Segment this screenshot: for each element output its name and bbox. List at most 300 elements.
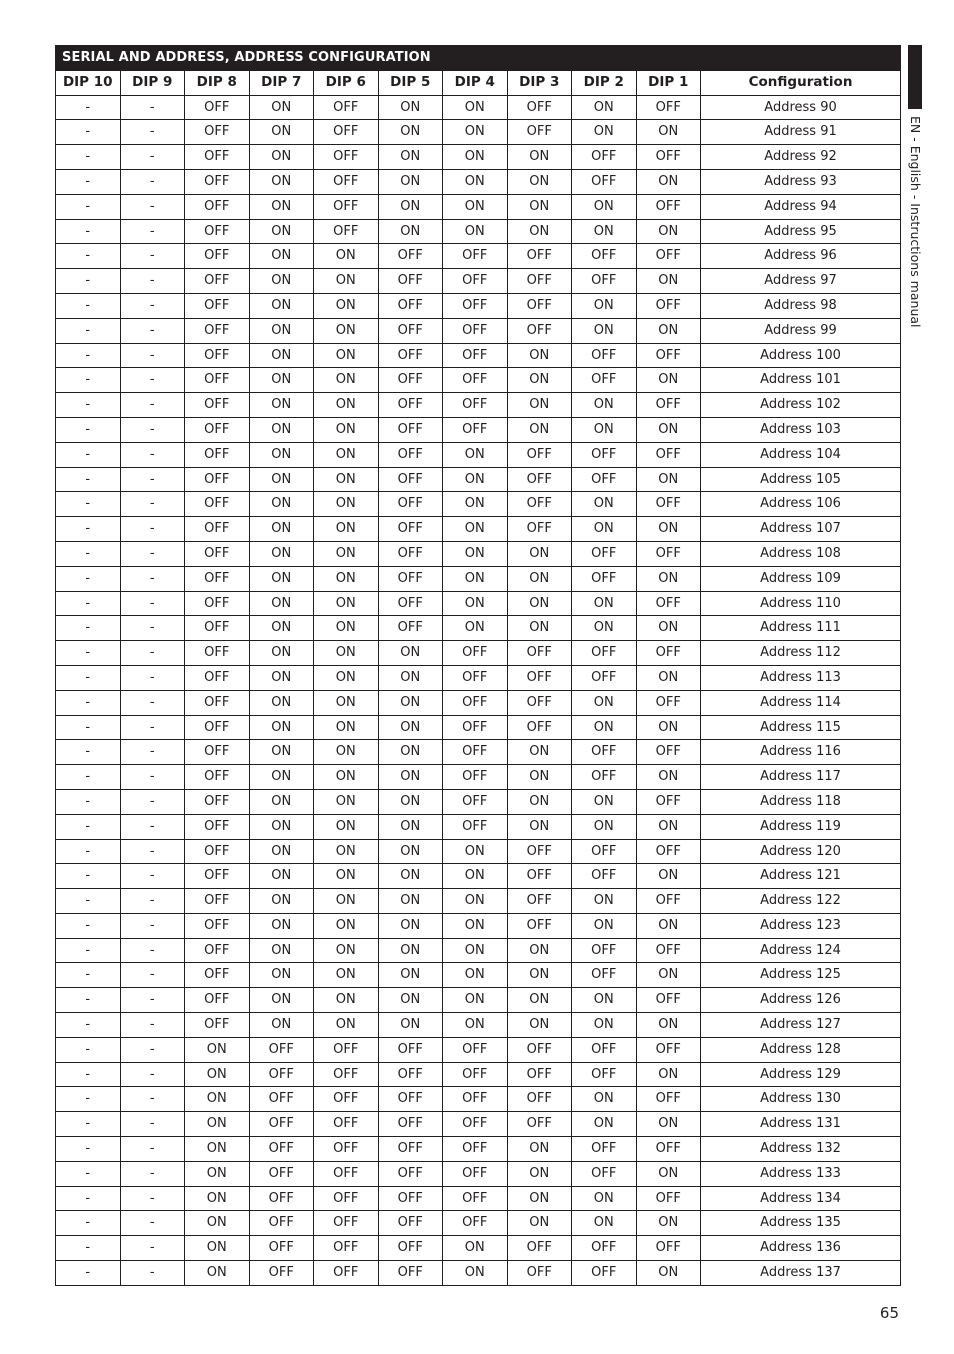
- configuration-cell: Address 127: [701, 1013, 901, 1038]
- dip-switch-cell: -: [56, 1236, 121, 1261]
- configuration-cell: Address 131: [701, 1112, 901, 1137]
- table-row: [56, 169, 901, 194]
- dip-switch-cell: -: [56, 789, 121, 814]
- table-title: SERIAL AND ADDRESS, ADDRESS CONFIGURATION: [56, 46, 901, 71]
- dip-switch-cell: ON: [636, 715, 701, 740]
- table-row: [56, 368, 901, 393]
- table-row: [56, 95, 901, 120]
- dip-switch-cell: -: [120, 517, 185, 542]
- section-tab-marker: [908, 45, 922, 109]
- table-row: [56, 492, 901, 517]
- table-row: [56, 1062, 901, 1087]
- dip-switch-cell: ON: [572, 591, 637, 616]
- table-row: [56, 789, 901, 814]
- dip-switch-cell: OFF: [636, 690, 701, 715]
- table-row: [56, 938, 901, 963]
- dip-switch-cell: -: [120, 789, 185, 814]
- dip-switch-cell: -: [120, 541, 185, 566]
- dip-switch-cell: OFF: [314, 1037, 379, 1062]
- column-header: Configuration: [701, 70, 901, 95]
- dip-switch-cell: OFF: [443, 244, 508, 269]
- dip-switch-cell: ON: [249, 417, 314, 442]
- dip-switch-cell: ON: [314, 417, 379, 442]
- dip-switch-cell: OFF: [636, 839, 701, 864]
- dip-switch-cell: ON: [378, 120, 443, 145]
- dip-switch-cell: OFF: [636, 988, 701, 1013]
- dip-switch-cell: OFF: [185, 715, 250, 740]
- dip-switch-cell: ON: [443, 120, 508, 145]
- dip-switch-cell: OFF: [314, 1137, 379, 1162]
- dip-switch-cell: ON: [443, 194, 508, 219]
- table-row: [56, 889, 901, 914]
- dip-switch-cell: OFF: [185, 120, 250, 145]
- dip-switch-cell: ON: [249, 442, 314, 467]
- dip-switch-cell: OFF: [507, 839, 572, 864]
- dip-switch-cell: ON: [507, 169, 572, 194]
- dip-switch-cell: OFF: [185, 95, 250, 120]
- configuration-cell: Address 108: [701, 541, 901, 566]
- dip-switch-cell: ON: [507, 194, 572, 219]
- table-row: [56, 1087, 901, 1112]
- dip-switch-cell: OFF: [572, 1236, 637, 1261]
- dip-switch-cell: -: [56, 120, 121, 145]
- dip-switch-cell: -: [120, 839, 185, 864]
- dip-switch-cell: OFF: [185, 641, 250, 666]
- configuration-cell: Address 119: [701, 814, 901, 839]
- table-row: [56, 194, 901, 219]
- dip-switch-cell: -: [56, 368, 121, 393]
- dip-switch-cell: OFF: [636, 740, 701, 765]
- configuration-cell: Address 100: [701, 343, 901, 368]
- configuration-cell: Address 135: [701, 1211, 901, 1236]
- table-row: [56, 690, 901, 715]
- table-row: [56, 1261, 901, 1286]
- dip-switch-cell: -: [56, 1261, 121, 1286]
- dip-switch-cell: ON: [314, 269, 379, 294]
- dip-switch-cell: OFF: [378, 517, 443, 542]
- dip-switch-cell: OFF: [636, 293, 701, 318]
- dip-switch-cell: OFF: [185, 244, 250, 269]
- dip-switch-cell: ON: [378, 740, 443, 765]
- dip-switch-cell: ON: [249, 318, 314, 343]
- dip-switch-cell: ON: [249, 963, 314, 988]
- dip-switch-cell: OFF: [378, 591, 443, 616]
- dip-switch-cell: -: [56, 1186, 121, 1211]
- dip-switch-cell: OFF: [507, 715, 572, 740]
- dip-switch-cell: ON: [507, 814, 572, 839]
- dip-switch-cell: -: [56, 517, 121, 542]
- dip-switch-cell: -: [120, 269, 185, 294]
- dip-switch-cell: OFF: [507, 641, 572, 666]
- dip-switch-cell: -: [56, 442, 121, 467]
- dip-switch-cell: ON: [249, 765, 314, 790]
- configuration-cell: Address 130: [701, 1087, 901, 1112]
- column-header: DIP 6: [314, 70, 379, 95]
- dip-switch-cell: OFF: [185, 963, 250, 988]
- configuration-cell: Address 109: [701, 566, 901, 591]
- configuration-cell: Address 101: [701, 368, 901, 393]
- dip-switch-cell: -: [56, 343, 121, 368]
- dip-switch-cell: -: [120, 1236, 185, 1261]
- dip-switch-cell: OFF: [314, 1211, 379, 1236]
- column-header: DIP 7: [249, 70, 314, 95]
- dip-switch-cell: OFF: [572, 442, 637, 467]
- dip-switch-cell: OFF: [185, 690, 250, 715]
- configuration-cell: Address 136: [701, 1236, 901, 1261]
- dip-switch-cell: OFF: [314, 1112, 379, 1137]
- dip-switch-cell: -: [56, 269, 121, 294]
- dip-switch-cell: ON: [314, 1013, 379, 1038]
- table-row: [56, 269, 901, 294]
- dip-switch-cell: -: [120, 318, 185, 343]
- table-row: [56, 393, 901, 418]
- dip-switch-cell: -: [120, 1062, 185, 1087]
- configuration-cell: Address 92: [701, 145, 901, 170]
- dip-switch-cell: ON: [572, 318, 637, 343]
- dip-switch-cell: ON: [378, 988, 443, 1013]
- dip-switch-cell: OFF: [378, 393, 443, 418]
- configuration-cell: Address 93: [701, 169, 901, 194]
- dip-switch-cell: OFF: [443, 789, 508, 814]
- dip-switch-cell: OFF: [443, 1087, 508, 1112]
- language-section-label: EN - English - Instructions manual: [908, 116, 923, 328]
- dip-switch-cell: OFF: [507, 517, 572, 542]
- dip-switch-cell: ON: [314, 293, 379, 318]
- dip-switch-cell: OFF: [185, 368, 250, 393]
- dip-switch-cell: OFF: [443, 417, 508, 442]
- dip-switch-cell: -: [120, 641, 185, 666]
- dip-switch-cell: -: [56, 591, 121, 616]
- dip-switch-cell: OFF: [443, 1137, 508, 1162]
- dip-switch-cell: -: [120, 169, 185, 194]
- dip-switch-cell: OFF: [572, 740, 637, 765]
- dip-switch-cell: -: [56, 864, 121, 889]
- configuration-cell: Address 129: [701, 1062, 901, 1087]
- dip-switch-cell: ON: [443, 839, 508, 864]
- dip-switch-cell: OFF: [507, 889, 572, 914]
- dip-switch-cell: ON: [443, 1261, 508, 1286]
- dip-switch-cell: -: [56, 641, 121, 666]
- dip-switch-cell: ON: [314, 864, 379, 889]
- configuration-cell: Address 97: [701, 269, 901, 294]
- dip-switch-cell: ON: [572, 417, 637, 442]
- dip-switch-cell: ON: [443, 145, 508, 170]
- dip-switch-cell: OFF: [443, 1112, 508, 1137]
- dip-switch-cell: ON: [572, 1186, 637, 1211]
- dip-switch-cell: -: [56, 938, 121, 963]
- dip-switch-cell: -: [56, 1211, 121, 1236]
- configuration-cell: Address 118: [701, 789, 901, 814]
- dip-switch-cell: ON: [507, 765, 572, 790]
- dip-switch-cell: -: [56, 889, 121, 914]
- dip-switch-cell: OFF: [636, 492, 701, 517]
- dip-switch-cell: -: [56, 913, 121, 938]
- dip-switch-cell: ON: [314, 938, 379, 963]
- dip-switch-cell: ON: [378, 938, 443, 963]
- dip-switch-cell: ON: [507, 938, 572, 963]
- dip-switch-cell: ON: [443, 566, 508, 591]
- dip-switch-cell: ON: [507, 1137, 572, 1162]
- configuration-cell: Address 114: [701, 690, 901, 715]
- dip-switch-cell: ON: [314, 988, 379, 1013]
- dip-switch-cell: -: [120, 343, 185, 368]
- dip-switch-cell: ON: [507, 963, 572, 988]
- dip-switch-cell: ON: [185, 1236, 250, 1261]
- dip-switch-cell: ON: [636, 219, 701, 244]
- dip-switch-cell: ON: [507, 1211, 572, 1236]
- dip-switch-cell: ON: [636, 814, 701, 839]
- dip-switch-cell: ON: [636, 913, 701, 938]
- dip-switch-cell: ON: [185, 1087, 250, 1112]
- dip-switch-cell: OFF: [378, 1087, 443, 1112]
- dip-switch-cell: OFF: [443, 1186, 508, 1211]
- dip-switch-cell: ON: [378, 169, 443, 194]
- table-row: [56, 765, 901, 790]
- table-row: [56, 541, 901, 566]
- dip-switch-cell: OFF: [185, 938, 250, 963]
- dip-switch-cell: OFF: [572, 1161, 637, 1186]
- dip-switch-cell: -: [120, 616, 185, 641]
- dip-switch-cell: -: [120, 417, 185, 442]
- dip-switch-cell: OFF: [636, 541, 701, 566]
- dip-switch-cell: ON: [314, 665, 379, 690]
- dip-switch-cell: ON: [314, 244, 379, 269]
- dip-switch-cell: ON: [314, 566, 379, 591]
- dip-switch-cell: ON: [443, 1013, 508, 1038]
- dip-switch-cell: ON: [185, 1137, 250, 1162]
- dip-switch-cell: -: [120, 963, 185, 988]
- dip-switch-cell: ON: [572, 814, 637, 839]
- dip-switch-cell: -: [56, 740, 121, 765]
- dip-switch-cell: ON: [249, 889, 314, 914]
- dip-switch-cell: ON: [572, 95, 637, 120]
- configuration-cell: Address 126: [701, 988, 901, 1013]
- dip-switch-cell: ON: [314, 963, 379, 988]
- dip-switch-cell: OFF: [378, 566, 443, 591]
- dip-switch-cell: OFF: [185, 467, 250, 492]
- dip-switch-cell: OFF: [507, 1062, 572, 1087]
- dip-switch-cell: OFF: [249, 1062, 314, 1087]
- dip-switch-cell: OFF: [443, 318, 508, 343]
- dip-switch-cell: ON: [443, 541, 508, 566]
- dip-switch-cell: ON: [507, 1161, 572, 1186]
- table-row: [56, 442, 901, 467]
- dip-switch-cell: ON: [636, 368, 701, 393]
- dip-switch-cell: -: [120, 1137, 185, 1162]
- dip-switch-cell: OFF: [636, 95, 701, 120]
- dip-switch-cell: ON: [314, 442, 379, 467]
- dip-switch-cell: OFF: [507, 95, 572, 120]
- configuration-cell: Address 134: [701, 1186, 901, 1211]
- dip-switch-cell: ON: [572, 1013, 637, 1038]
- dip-switch-cell: -: [120, 368, 185, 393]
- dip-switch-cell: OFF: [185, 839, 250, 864]
- page-number: 65: [879, 1304, 899, 1322]
- dip-switch-cell: -: [56, 1161, 121, 1186]
- dip-switch-cell: ON: [443, 913, 508, 938]
- dip-switch-cell: OFF: [185, 145, 250, 170]
- dip-switch-cell: -: [56, 541, 121, 566]
- dip-switch-cell: ON: [314, 591, 379, 616]
- address-configuration-table-container: [55, 45, 900, 1286]
- dip-switch-cell: ON: [636, 467, 701, 492]
- dip-switch-cell: OFF: [314, 1186, 379, 1211]
- dip-switch-cell: -: [120, 1261, 185, 1286]
- dip-switch-cell: ON: [378, 641, 443, 666]
- column-header: DIP 9: [120, 70, 185, 95]
- dip-switch-cell: OFF: [314, 219, 379, 244]
- dip-switch-cell: ON: [572, 393, 637, 418]
- dip-switch-cell: -: [120, 120, 185, 145]
- dip-switch-cell: ON: [378, 194, 443, 219]
- dip-switch-cell: -: [120, 1161, 185, 1186]
- dip-switch-cell: ON: [636, 517, 701, 542]
- dip-switch-cell: ON: [378, 765, 443, 790]
- dip-switch-cell: ON: [572, 517, 637, 542]
- dip-switch-cell: ON: [185, 1037, 250, 1062]
- dip-switch-cell: OFF: [185, 219, 250, 244]
- dip-switch-cell: -: [56, 293, 121, 318]
- dip-switch-cell: OFF: [443, 765, 508, 790]
- dip-switch-cell: OFF: [572, 839, 637, 864]
- table-row: [56, 145, 901, 170]
- dip-switch-cell: OFF: [185, 269, 250, 294]
- dip-switch-cell: OFF: [636, 591, 701, 616]
- configuration-cell: Address 102: [701, 393, 901, 418]
- dip-switch-cell: OFF: [636, 393, 701, 418]
- dip-switch-cell: OFF: [185, 318, 250, 343]
- dip-switch-cell: OFF: [314, 169, 379, 194]
- dip-switch-cell: ON: [314, 541, 379, 566]
- dip-switch-cell: -: [56, 988, 121, 1013]
- configuration-cell: Address 103: [701, 417, 901, 442]
- dip-switch-cell: ON: [314, 889, 379, 914]
- dip-switch-cell: OFF: [443, 1037, 508, 1062]
- dip-switch-cell: OFF: [314, 1161, 379, 1186]
- dip-switch-cell: OFF: [507, 492, 572, 517]
- dip-switch-cell: ON: [636, 417, 701, 442]
- dip-switch-cell: OFF: [378, 1112, 443, 1137]
- table-row: [56, 814, 901, 839]
- table-row: [56, 591, 901, 616]
- dip-switch-cell: -: [120, 393, 185, 418]
- dip-switch-cell: OFF: [443, 368, 508, 393]
- dip-switch-cell: OFF: [249, 1161, 314, 1186]
- dip-switch-cell: -: [120, 1112, 185, 1137]
- dip-switch-cell: -: [56, 467, 121, 492]
- dip-switch-cell: ON: [636, 120, 701, 145]
- dip-switch-cell: OFF: [443, 269, 508, 294]
- dip-switch-cell: OFF: [314, 145, 379, 170]
- dip-switch-cell: OFF: [185, 889, 250, 914]
- dip-switch-cell: OFF: [572, 864, 637, 889]
- dip-switch-cell: ON: [249, 219, 314, 244]
- dip-switch-cell: -: [56, 1062, 121, 1087]
- table-row: [56, 1211, 901, 1236]
- configuration-cell: Address 111: [701, 616, 901, 641]
- dip-switch-cell: OFF: [185, 169, 250, 194]
- dip-switch-cell: -: [120, 913, 185, 938]
- table-row: [56, 641, 901, 666]
- dip-switch-cell: ON: [378, 145, 443, 170]
- dip-switch-cell: ON: [249, 145, 314, 170]
- dip-switch-cell: -: [120, 219, 185, 244]
- dip-switch-cell: OFF: [314, 120, 379, 145]
- dip-switch-cell: OFF: [378, 244, 443, 269]
- dip-switch-cell: OFF: [249, 1037, 314, 1062]
- dip-switch-cell: ON: [249, 343, 314, 368]
- dip-switch-cell: -: [120, 591, 185, 616]
- dip-switch-cell: OFF: [507, 293, 572, 318]
- dip-switch-cell: ON: [572, 194, 637, 219]
- dip-switch-cell: ON: [443, 616, 508, 641]
- dip-switch-cell: ON: [378, 715, 443, 740]
- dip-switch-cell: ON: [636, 169, 701, 194]
- dip-switch-cell: OFF: [636, 1037, 701, 1062]
- column-header: DIP 5: [378, 70, 443, 95]
- dip-switch-cell: OFF: [443, 393, 508, 418]
- dip-switch-cell: ON: [249, 913, 314, 938]
- dip-switch-cell: OFF: [185, 566, 250, 591]
- dip-switch-cell: OFF: [507, 318, 572, 343]
- dip-switch-cell: ON: [507, 541, 572, 566]
- dip-switch-cell: OFF: [185, 765, 250, 790]
- dip-switch-cell: ON: [378, 789, 443, 814]
- configuration-cell: Address 94: [701, 194, 901, 219]
- table-row: [56, 1037, 901, 1062]
- table-row: [56, 715, 901, 740]
- dip-switch-cell: ON: [636, 1112, 701, 1137]
- dip-switch-cell: ON: [314, 318, 379, 343]
- dip-switch-cell: OFF: [572, 1062, 637, 1087]
- address-configuration-table: [55, 45, 901, 1286]
- dip-switch-cell: OFF: [249, 1186, 314, 1211]
- dip-switch-cell: -: [56, 219, 121, 244]
- dip-switch-cell: OFF: [443, 814, 508, 839]
- dip-switch-cell: OFF: [507, 467, 572, 492]
- dip-switch-cell: OFF: [378, 1062, 443, 1087]
- dip-switch-cell: OFF: [378, 343, 443, 368]
- dip-switch-cell: -: [56, 715, 121, 740]
- column-header: DIP 1: [636, 70, 701, 95]
- dip-switch-cell: ON: [249, 293, 314, 318]
- configuration-cell: Address 123: [701, 913, 901, 938]
- dip-switch-cell: OFF: [185, 343, 250, 368]
- dip-switch-cell: ON: [443, 95, 508, 120]
- dip-switch-cell: -: [56, 492, 121, 517]
- dip-switch-cell: ON: [572, 293, 637, 318]
- configuration-cell: Address 122: [701, 889, 901, 914]
- table-row: [56, 913, 901, 938]
- dip-switch-cell: OFF: [185, 789, 250, 814]
- dip-switch-cell: -: [56, 1137, 121, 1162]
- dip-switch-cell: ON: [572, 1211, 637, 1236]
- dip-switch-cell: OFF: [185, 864, 250, 889]
- configuration-cell: Address 120: [701, 839, 901, 864]
- dip-switch-cell: ON: [636, 1161, 701, 1186]
- configuration-cell: Address 137: [701, 1261, 901, 1286]
- dip-switch-cell: ON: [249, 541, 314, 566]
- configuration-cell: Address 124: [701, 938, 901, 963]
- dip-switch-cell: -: [56, 244, 121, 269]
- configuration-cell: Address 110: [701, 591, 901, 616]
- dip-switch-cell: ON: [249, 169, 314, 194]
- dip-switch-cell: ON: [314, 715, 379, 740]
- dip-switch-cell: OFF: [185, 591, 250, 616]
- configuration-cell: Address 98: [701, 293, 901, 318]
- dip-switch-cell: -: [120, 889, 185, 914]
- dip-switch-cell: OFF: [507, 1087, 572, 1112]
